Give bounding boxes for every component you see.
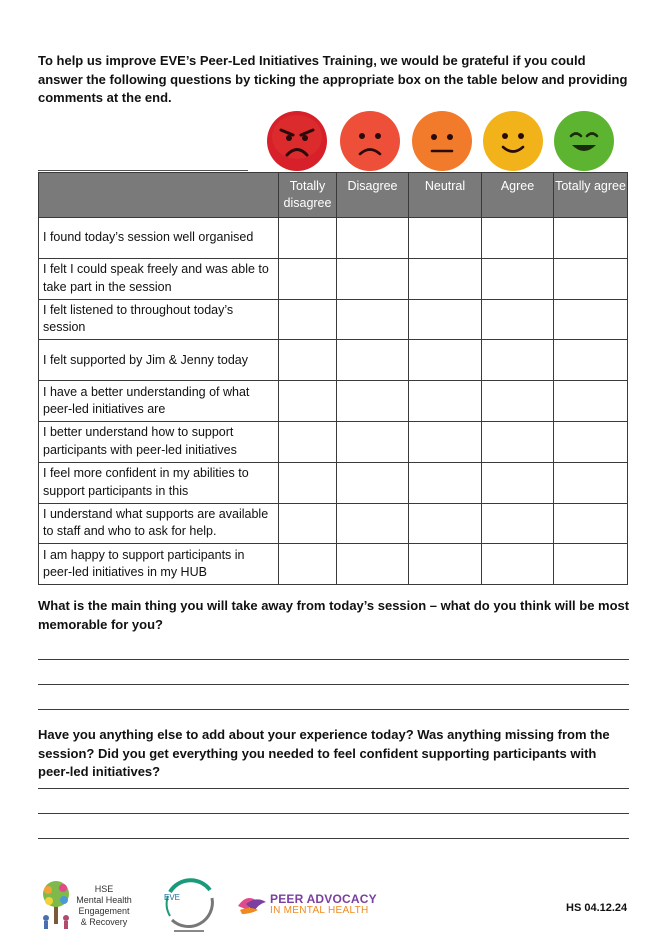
tick-box-totally-disagree[interactable] bbox=[279, 299, 337, 340]
statement-label: I feel more confident in my abilities to support participants in this bbox=[39, 462, 279, 503]
intro-text: To help us improve EVE’s Peer-Led Initiatives Training, we would be grateful if you could answer the following questions by ticking the appropriate box on the table below and providing comments at the end. bbox=[38, 53, 628, 105]
hse-tree-logo-icon bbox=[38, 880, 74, 930]
statement-label: I better understand how to support participants with peer-led initiatives bbox=[39, 421, 279, 462]
table-row bbox=[39, 340, 628, 381]
tick-box-agree[interactable] bbox=[482, 340, 554, 381]
eve-logo-icon bbox=[162, 874, 216, 936]
tick-box-agree[interactable] bbox=[482, 258, 554, 299]
statement-label: I am happy to support participants in peer-led initiatives in my HUB bbox=[39, 544, 279, 585]
table-row bbox=[39, 258, 628, 299]
tick-box-disagree[interactable] bbox=[337, 462, 409, 503]
tick-box-neutral[interactable] bbox=[409, 340, 482, 381]
tick-box-totally-disagree[interactable] bbox=[279, 218, 337, 259]
tick-box-disagree[interactable] bbox=[337, 340, 409, 381]
table-row bbox=[39, 299, 628, 340]
table-row bbox=[39, 218, 628, 259]
document-code: HS 04.12.24 bbox=[566, 902, 628, 914]
peer-advocacy-logo-icon bbox=[236, 892, 268, 916]
header-question bbox=[39, 173, 279, 218]
tick-box-totally-agree[interactable] bbox=[554, 299, 628, 340]
tick-box-neutral[interactable] bbox=[409, 503, 482, 544]
tick-box-totally-disagree[interactable] bbox=[279, 421, 337, 462]
answer-line[interactable] bbox=[38, 709, 629, 710]
answer-line[interactable] bbox=[38, 788, 629, 789]
header-totally-agree: Totally agree bbox=[554, 173, 628, 218]
tick-box-agree[interactable] bbox=[482, 503, 554, 544]
tick-box-totally-agree[interactable] bbox=[554, 421, 628, 462]
tick-box-agree[interactable] bbox=[482, 462, 554, 503]
statement-label: I felt listened to throughout today’s session bbox=[39, 299, 279, 340]
tick-box-agree[interactable] bbox=[482, 544, 554, 585]
tick-box-agree[interactable] bbox=[482, 421, 554, 462]
tick-box-totally-disagree[interactable] bbox=[279, 503, 337, 544]
table-row bbox=[39, 421, 628, 462]
tick-box-agree[interactable] bbox=[482, 381, 554, 422]
table-header-row bbox=[39, 173, 628, 218]
answer-line[interactable] bbox=[38, 813, 629, 814]
sad-face-icon bbox=[339, 110, 401, 172]
smiling-face-icon bbox=[482, 110, 544, 172]
tick-box-totally-agree[interactable] bbox=[554, 340, 628, 381]
tick-box-neutral[interactable] bbox=[409, 381, 482, 422]
tick-box-neutral[interactable] bbox=[409, 258, 482, 299]
hse-logo-text: HSE Mental Health Engagement & Recovery bbox=[76, 884, 132, 927]
answer-line[interactable] bbox=[38, 684, 629, 685]
tick-box-disagree[interactable] bbox=[337, 258, 409, 299]
rating-faces bbox=[266, 110, 626, 172]
tick-box-totally-disagree[interactable] bbox=[279, 340, 337, 381]
statement-label: I have a better understanding of what peer-led initiatives are bbox=[39, 381, 279, 422]
tick-box-totally-disagree[interactable] bbox=[279, 462, 337, 503]
tick-box-disagree[interactable] bbox=[337, 381, 409, 422]
happy-face-icon bbox=[553, 110, 615, 172]
tick-box-totally-disagree[interactable] bbox=[279, 258, 337, 299]
header-totally-disagree: Totally disagree bbox=[279, 173, 337, 218]
tick-box-totally-agree[interactable] bbox=[554, 503, 628, 544]
feedback-table bbox=[38, 172, 628, 585]
header-divider bbox=[38, 170, 248, 171]
answer-line[interactable] bbox=[38, 659, 629, 660]
tick-box-agree[interactable] bbox=[482, 218, 554, 259]
tick-box-neutral[interactable] bbox=[409, 544, 482, 585]
neutral-face-icon bbox=[411, 110, 473, 172]
tick-box-neutral[interactable] bbox=[409, 299, 482, 340]
tick-box-disagree[interactable] bbox=[337, 544, 409, 585]
header-disagree: Disagree bbox=[337, 173, 409, 218]
table-row bbox=[39, 544, 628, 585]
statement-label: I found today’s session well organised bbox=[39, 218, 279, 259]
statement-label: I felt supported by Jim & Jenny today bbox=[39, 340, 279, 381]
very-angry-face-icon bbox=[266, 110, 328, 172]
tick-box-neutral[interactable] bbox=[409, 421, 482, 462]
header-agree: Agree bbox=[482, 173, 554, 218]
tick-box-totally-agree[interactable] bbox=[554, 544, 628, 585]
tick-box-neutral[interactable] bbox=[409, 462, 482, 503]
header-neutral: Neutral bbox=[409, 173, 482, 218]
answer-line[interactable] bbox=[38, 838, 629, 839]
peer-advocacy-logo: PEER ADVOCACY IN MENTAL HEALTH bbox=[270, 892, 377, 916]
table-row bbox=[39, 462, 628, 503]
tick-box-disagree[interactable] bbox=[337, 503, 409, 544]
tick-box-disagree[interactable] bbox=[337, 218, 409, 259]
table-row bbox=[39, 503, 628, 544]
tick-box-disagree[interactable] bbox=[337, 299, 409, 340]
tick-box-agree[interactable] bbox=[482, 299, 554, 340]
tick-box-totally-agree[interactable] bbox=[554, 258, 628, 299]
tick-box-totally-agree[interactable] bbox=[554, 381, 628, 422]
tick-box-totally-agree[interactable] bbox=[554, 218, 628, 259]
tick-box-totally-agree[interactable] bbox=[554, 462, 628, 503]
tick-box-neutral[interactable] bbox=[409, 218, 482, 259]
eve-logo-text: EVE bbox=[164, 893, 181, 902]
question-additional: Have you anything else to add about your experience today? Was anything missing from the session? Did you get everything you needed to feel confident supporting participants with peer-led initiatives? bbox=[38, 727, 610, 779]
statement-label: I felt I could speak freely and was able to take part in the session bbox=[39, 258, 279, 299]
table-row bbox=[39, 381, 628, 422]
tick-box-totally-disagree[interactable] bbox=[279, 381, 337, 422]
question-takeaway: What is the main thing you will take away from today’s session – what do you think will be most memorable for you? bbox=[38, 598, 630, 632]
tick-box-disagree[interactable] bbox=[337, 421, 409, 462]
tick-box-totally-disagree[interactable] bbox=[279, 544, 337, 585]
statement-label: I understand what supports are available to staff and who to ask for help. bbox=[39, 503, 279, 544]
